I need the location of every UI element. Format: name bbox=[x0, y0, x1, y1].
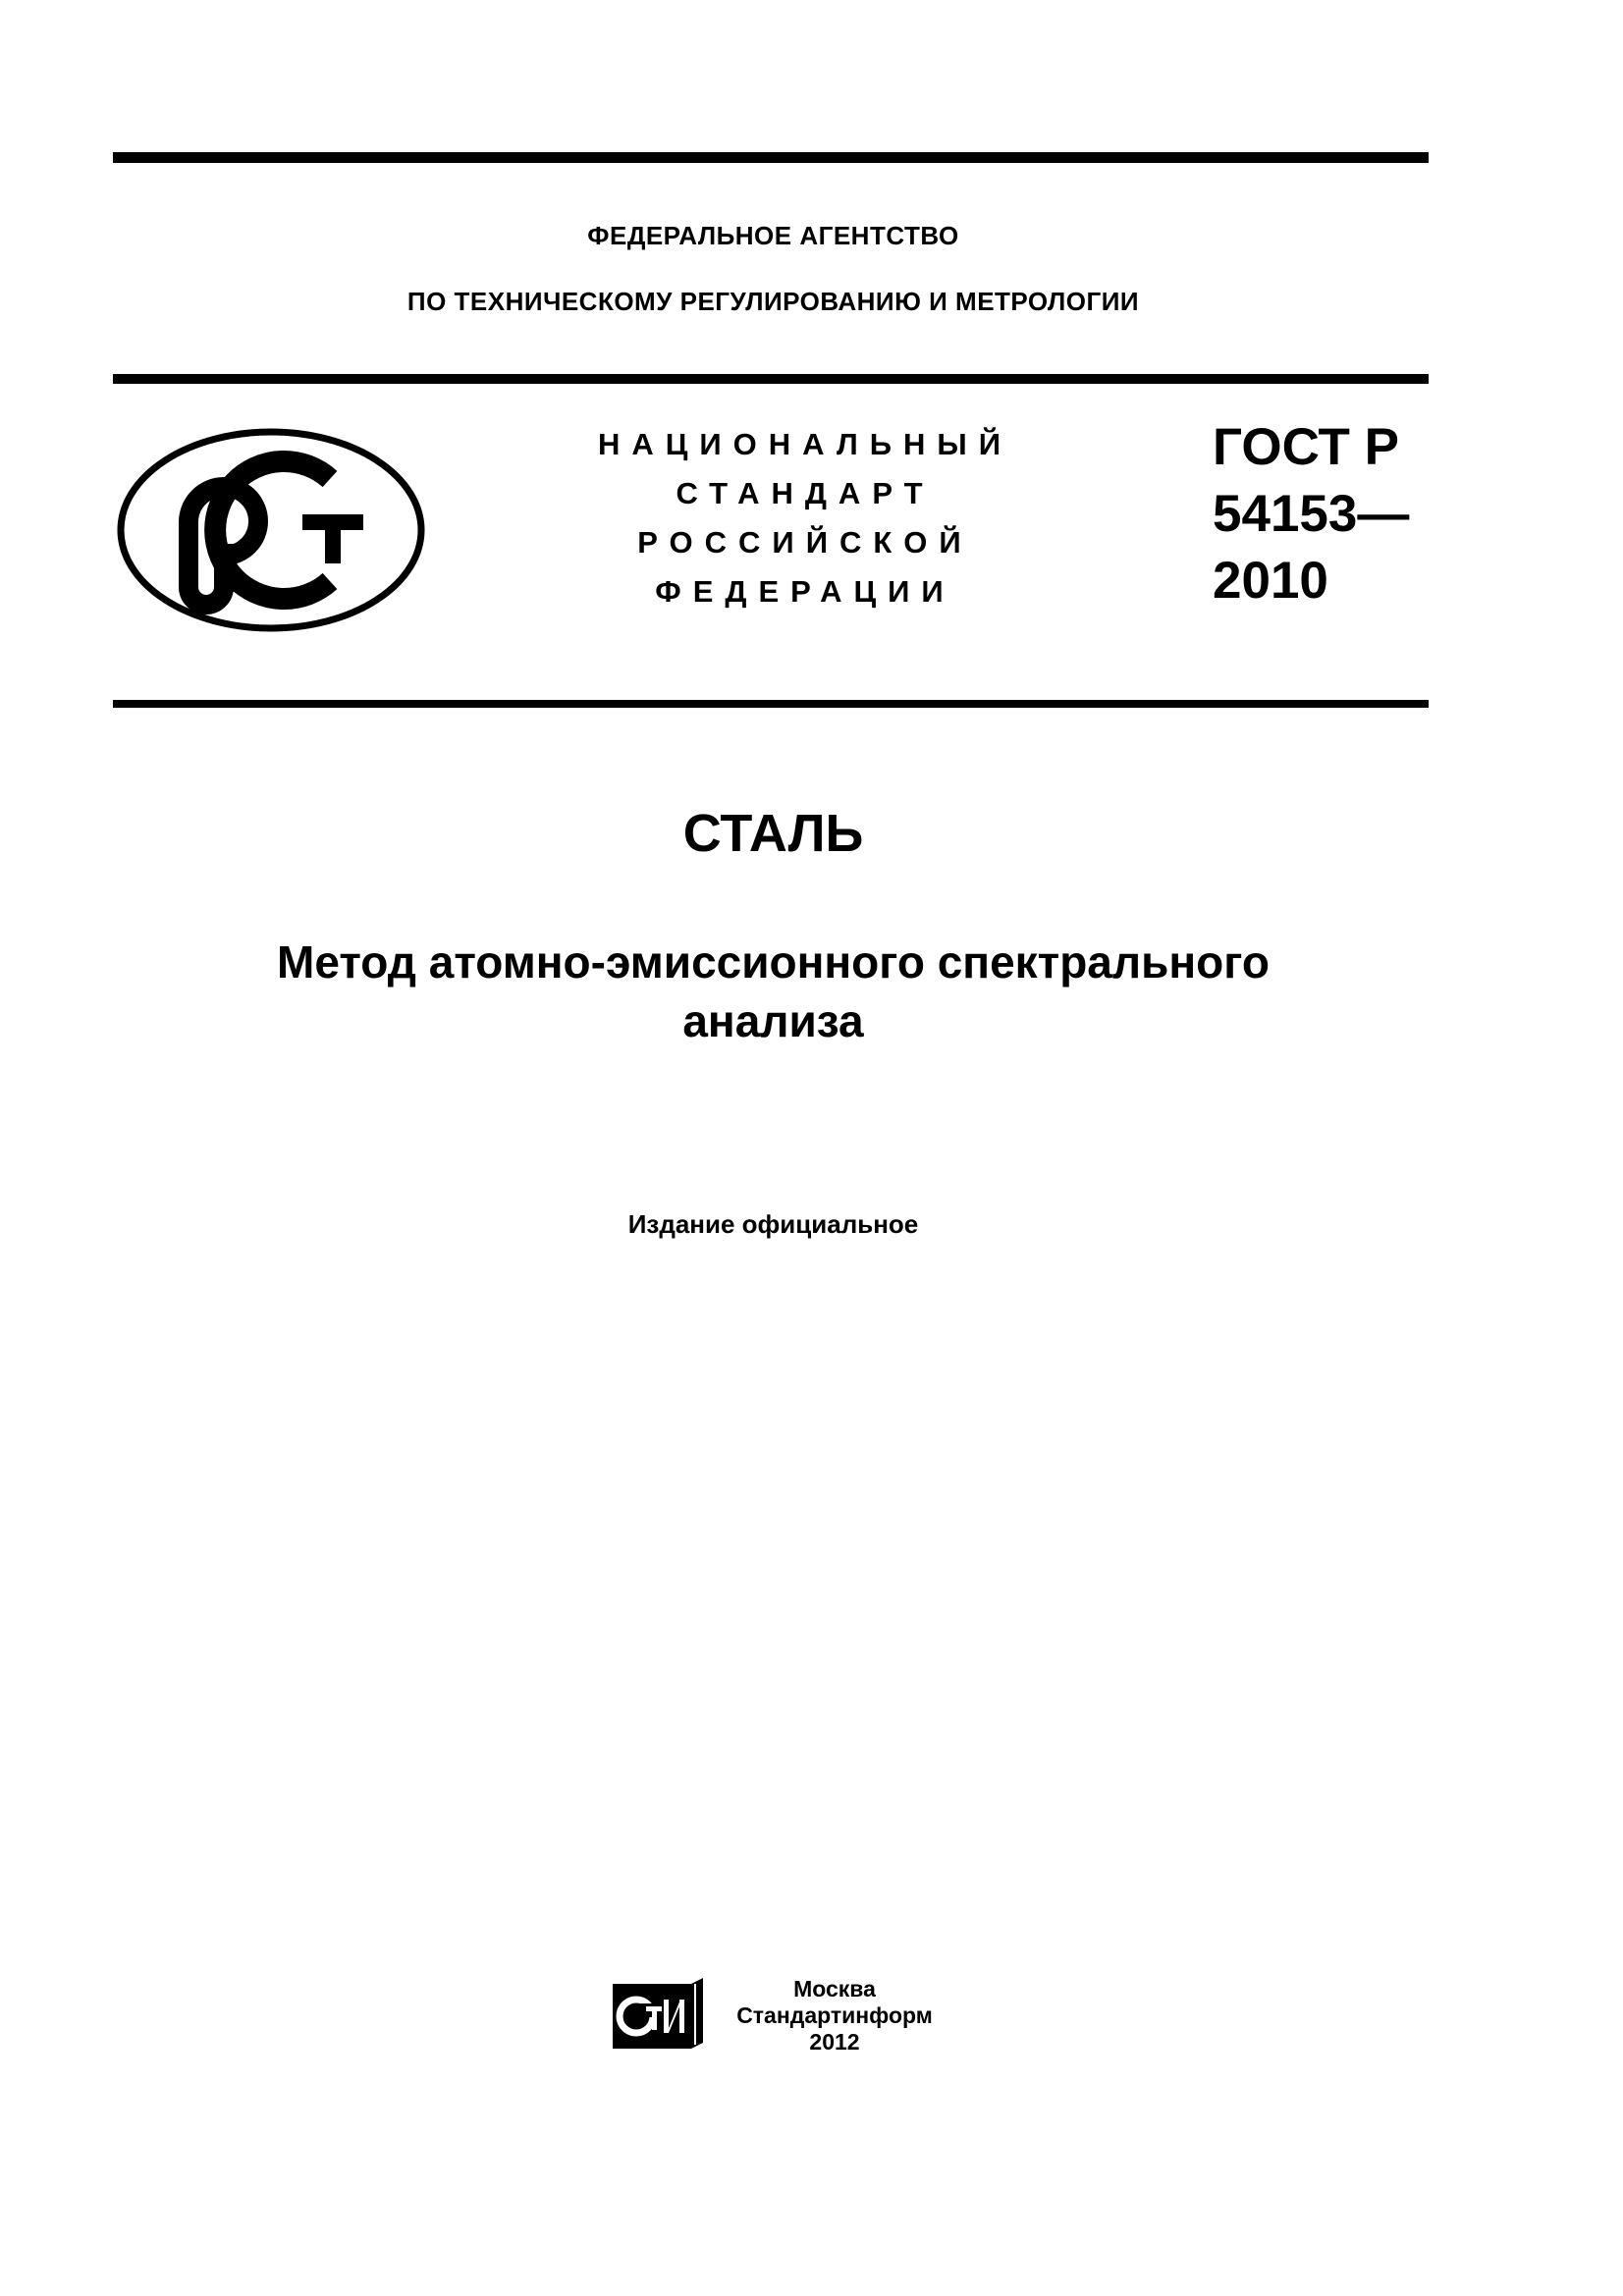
subtitle-line-1: Метод атомно-эмиссионного спектрального bbox=[277, 936, 1270, 988]
document-title: СТАЛЬ bbox=[682, 804, 864, 863]
publisher-city: Москва bbox=[793, 1976, 876, 2002]
national-standard-label bbox=[565, 420, 1046, 616]
bottom-rule bbox=[113, 700, 1429, 708]
national-line-2: СТАНДАРТ bbox=[676, 476, 935, 510]
edition-label: Издание официальное bbox=[627, 1209, 919, 1239]
gost-line-2: 54153— bbox=[1213, 485, 1410, 543]
national-line-1: НАЦИОНАЛЬНЫЙ bbox=[597, 427, 1013, 461]
rst-logo bbox=[116, 428, 426, 632]
agency-line-2: ПО ТЕХНИЧЕСКОМУ РЕГУЛИРОВАНИЮ И МЕТРОЛОГИИ bbox=[406, 287, 1140, 316]
gost-number bbox=[1213, 414, 1438, 614]
agency-line-1: ФЕДЕРАЛЬНОЕ АГЕНТСТВО bbox=[587, 221, 959, 250]
top-rule bbox=[113, 152, 1429, 163]
publisher-year: 2012 bbox=[809, 2029, 860, 2055]
gost-line-1: ГОСТ Р bbox=[1213, 418, 1399, 476]
document-subtitle bbox=[196, 933, 1350, 1050]
publisher-imprint bbox=[717, 1976, 952, 2056]
national-line-3: РОССИЙСКОЙ bbox=[637, 525, 973, 560]
subtitle-line-2: анализа bbox=[682, 995, 864, 1046]
gost-line-3: 2010 bbox=[1213, 552, 1328, 610]
publisher-name: Стандартинформ bbox=[736, 2002, 933, 2028]
national-line-4: ФЕДЕРАЦИИ bbox=[655, 574, 955, 609]
middle-rule bbox=[113, 374, 1429, 384]
publisher-logo-icon bbox=[611, 1976, 705, 2053]
